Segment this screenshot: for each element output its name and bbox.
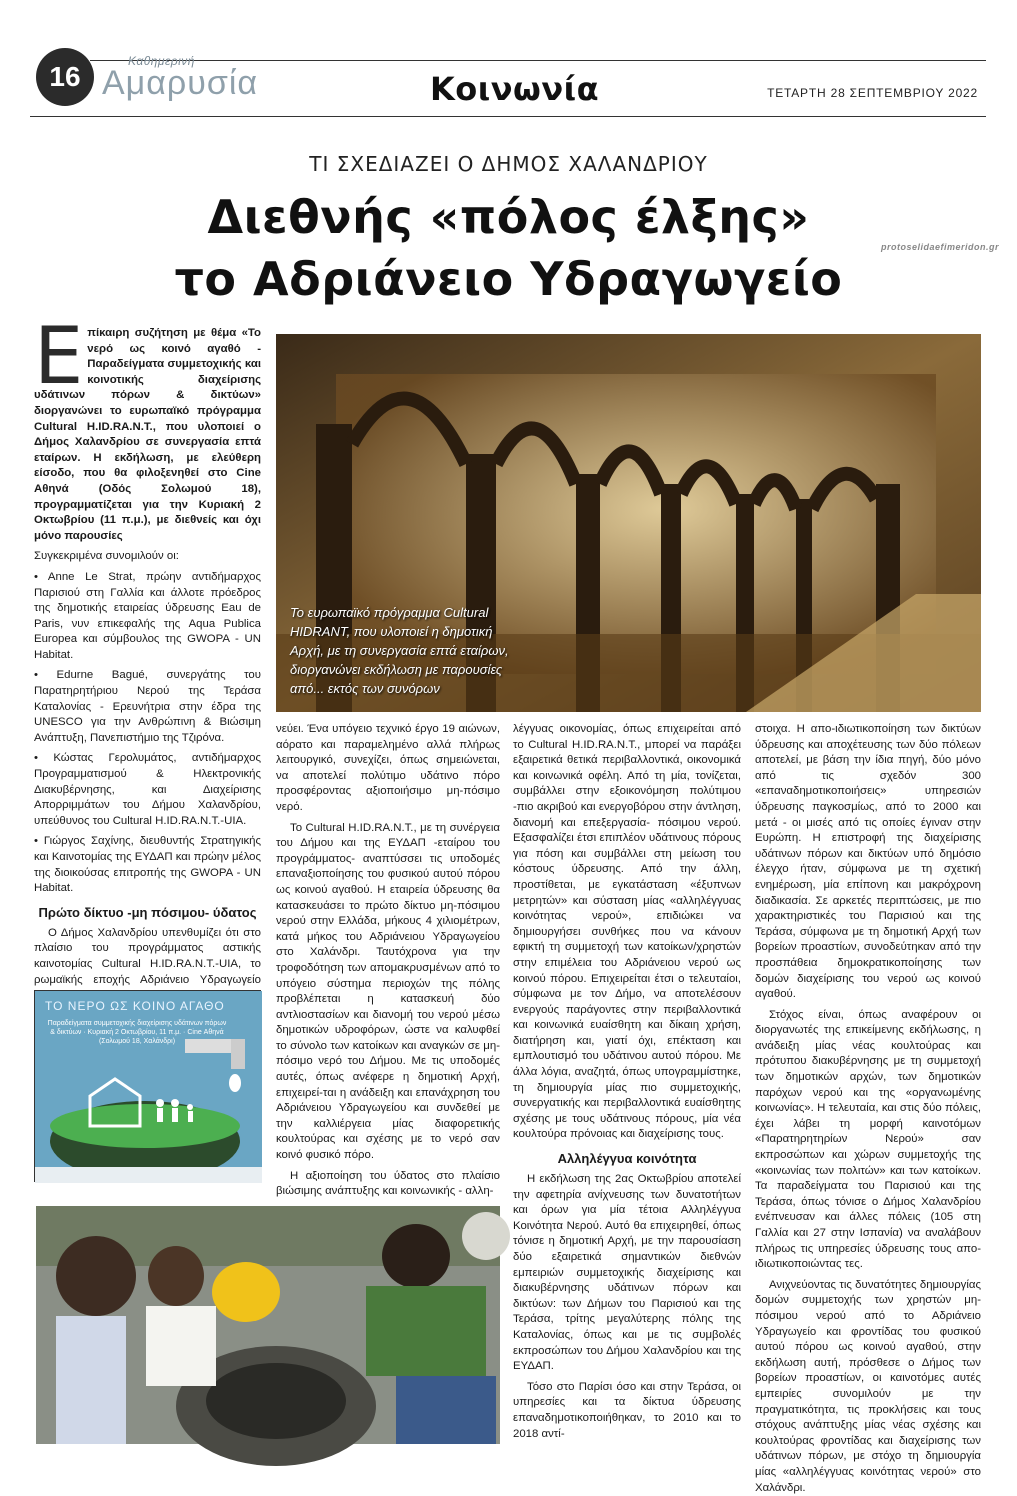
column-2 [276, 722, 500, 1198]
article-kicker: ΤΙ ΣΧΕΔΙΑΖΕΙ Ο ΔΗΜΟΣ ΧΑΛΑΝΔΡΙΟΥ [309, 152, 708, 176]
paragraph: Ο Δήμος Χαλανδρίου υπενθυμίζει ότι στο πλαίσιο του προγράμματος αστικής καινοτομίας Cultural H.ID.RA.N.T.-UIA, το ρωμαϊκής εποχής Αδριάνειο Υδραγωγείο [34, 926, 261, 986]
drop-cap: Ε [34, 312, 84, 402]
paragraph: Στόχος είναι, όπως αναφέρουν οι διοργανωτές της επικείμενης εκδήλωσης, η ανάδειξη μίας νέας κουλτούρας και πρότυπου διακυβέρνησης με τη συμμετοχή των δημοτικών αρχών, των δημοτικών παρόχων νερού και της «οργανωμένης κοινωνίας». Η τελευταία, και στις δύο πόλεις, έχει λάβει τη μορφή καινοτόμων «Παρατηρητηρίων Νερού» σαν εκπροσώπων και χώρων συμμετοχής της «κοινωνίας των πολιτών» και των κατοίκων. Τα παραδείγματα του Παρισιού και της Τεράσα, όπως τόνισε ο Δήμος Χαλανδρίου ενέπνευσαν και άλλες πόλεις (105 στη Γαλλία και 27 στην Ισπανία) να αναλάβουν πλήρως τις υπηρεσίες ύδρευσης τους απο-ιδιωτικοποιώντας τες. [755, 1008, 981, 1271]
brand-subtitle: Καθημερινή [128, 54, 195, 68]
section-title: Κοινωνία [430, 70, 600, 108]
page-header [30, 44, 986, 116]
brand-logo: Αμαρυσία [102, 64, 259, 102]
issue-date: ΤΕΤΑΡΤΗ 28 ΣΕΠΤΕΜΒΡΙΟΥ 2022 [767, 86, 978, 100]
aqueduct-photo [276, 334, 981, 712]
speakers-intro: Συγκεκριμένα συνομιλούν οι: [34, 550, 179, 563]
speaker-item: • Γιώργος Σαχίνης, διευθυντής Στρατηγικής και Καινοτομίας της ΕΥΔΑΠ και πρώην μέλος της διοικούσας επιτροπής της GWOPA - UN Habitat. [34, 835, 261, 895]
photo-caption: Το ευρωπαϊκό πρόγραμμα Cultural HIDRANT, που υλοποιεί η δημοτική Αρχή, με τη συνεργασία επτά εταίρων, διοργανώνει εκδήλωση με παρουσίες από... εκτός των συνόρων [290, 605, 509, 696]
paragraph: Το Cultural H.ID.RA.N.T., με τη συνέργεια του Δήμου και της ΕΥΔΑΠ -εταίρου του προγράμματος- αναπτύσσει τις υποδομές επαναξιοποίησης του φυσικού αυτού πόρου ως κοινού αγαθού. Η εταιρεία ύδρευσης θα κατασκευάσει το πρώτο δίκτυο μη-πόσιμου νερού στην Ελλάδα, μήκους 4 χιλιομέτρων, κατά μήκος του Αδριάνειου Υδραγωγείου στο Χαλάνδρι. Ταυτόχρονα για την τροφοδότηση των απομακρυσμένων από το υπόγειο σύστημα περιοχών της πόλης προβλέπεται η κατασκευή δύο αντλιοστασίων και διανομή του νερού μέσω δημοτικών υδροφόρων, ώστε να καλυφθεί το σύνολο των κατοίκων και αναγκών σε μη-πόσιμο νερό του Δήμου. Με τις υποδομές αυτές, όπως ανέφερε η δημοτική Αρχή, επιχειρεί-ται η ανάδειξη και επανάχρηση του Αδριάνειου Υδραγωγείου και συνδεθεί με την καλλιέργεια μίας διαφορετικής κουλτούρας και σχέσης με το νερό σαν κοινό φυσικό πόρο. [276, 821, 500, 1162]
headline-line-1: Διεθνής «πόλος έλξης» [207, 190, 810, 244]
header-rule-bottom [30, 116, 986, 117]
speaker-item: • Anne Le Strat, πρώην αντιδήμαρχος Παρισιού στη Γαλλία και άλλοτε πρόεδρος της δημοτικής εταιρείας ύδρευσης Eau de Paris, νυν επικεφαλής της Aqua Publica Europea και σύμβουλος της GWOPA - UN Habitat. [34, 570, 261, 661]
paragraph: Η αξιοποίηση του ύδατος στο πλαίσιο βιώσιμης ανάπτυξης και κοινωνικής - αλλη- [276, 1169, 500, 1198]
subhead-solidarity: Αλληλέγγυα κοινότητα [557, 1151, 697, 1167]
lead-paragraph [34, 312, 261, 544]
visitors-photo [36, 1206, 500, 1444]
paragraph: Ανιχνεύοντας τις δυνατότητες δημιουργίας δομών συμμετοχής των χρηστών μη-πόσιμου νερού από το Αδριάνειο Υδραγωγείο και φροντίδας του φυσικού αυτού πόρου ως κοινού αγαθού, στην εκδήλωση αυτή, πρόσθεσε ο Δήμος των βορείων προαστίων, οι καινοτόμες αυτές εμπειρίες συνομιλούν με την πραγματικότητα, τις προκλήσεις και τους στόχους ανάπτυξης μίας νέας σχέσης και κουλτούρας φροντίδας και διαχείρισης των υδάτινων πόρων, με στόχο τη δημιουργία μίας «αλληλέγγυας κοινότητας νερού» στο Χαλάνδρι. [755, 1278, 981, 1494]
paragraph: Η εκδήλωση της 2ας Οκτωβρίου αποτελεί την αφετηρία ανίχνευσης των δυνατοτήτων και όρων για μία τέτοια Αλληλέγγυα Κοινότητα Νερού. Αυτό θα επιχειρηθεί, όπως τόνισε η δημοτική Αρχή, με την παρουσίαση δύο εξαιρετικά σημαντικών διεθνών εμπειριών συμμετοχικής διαχείρισης και διακυβέρνησης υδάτινων πόρων και δικτύων: των Δήμων του Παρισιού και της Τεράσα, τρίτης μεγαλύτερης πόλης της Καταλονίας, όπως και με τις συμβολές εκπροσώπων του Δήμου Χαλανδρίου και της ΕΥΔΑΠ. [513, 1173, 741, 1373]
paragraph: νεύει. Ένα υπόγειο τεχνικό έργο 19 αιώνων, αόρατο και παραμελημένο αλλά πλήρως λειτουργικό, συνεχίζει, όπως σημειώνεται, να αποτελεί πολύτιμο υδάτινο πόρο προσφέροντας αξιοποιήσιμο μη-πόσιμο νερό. [276, 723, 500, 813]
column-3 [513, 722, 741, 1452]
column-1 [34, 312, 261, 986]
visitors-image [36, 1206, 500, 1444]
paragraph: στοιχα. Η απο-ιδιωτικοποίηση των δικτύων ύδρευσης και αποχέτευσης των δύο πόλεων αποτελεί, με βάση την ίδια πηγή, δύο μόνο από τις σχεδόν 300 «επαναδημοτικοποιήσεις» υπηρεσιών ύδρευσης παγκοσμίως, από το 2000 και μετά - οι μισές από τις οποίες έγιναν στην Ευρώπη. Η επιστροφή της διαχείρισης υδάτινων πόρων και δικτύων υπό δημόσιο έλεγχο ήταν, σύμφωνα με τη σχετική ενημέρωση, μία επίπονη και μακρόχρονη διαδικασία. Σε αρκετές περιπτώσεις, με πιο χαρακτηριστικές του Παρισιού και της Τεράσα, σύμφωνα με τη δημοτική Αρχή των βορείων προαστίων, συνοδεύτηκαν από την προσπάθεια δημοκρατικοποίησης των δομών διαχείρισης του νερού ως κοινού αγαθού. [755, 723, 981, 1001]
page-number: 16 [36, 48, 94, 106]
lead-text: πίκαιρη συζήτηση με θέμα «Το νερό ως κοινό αγαθό - Παραδείγματα συμμετοχικής και κοινοτικής διαχείρισης υδάτινων πόρων & δικτύων» διοργανώνει το ευρωπαϊκό πρόγραμμα Cultural H.ID.RA.N.T., που υλοποιεί ο Δήμος Χαλανδρίου σε συνεργασία επτά εταίρων. Η εκδήλωση, με ελεύθερη είσοδο, που θα φιλοξενηθεί στο Cine Αθηνά (Οδός Σολωμού 18), προγραμματίζεται για την Κυριακή 2 Οκτωβρίου (11 π.μ.), με διεθνείς και όχι μόνο παρουσίες [34, 327, 261, 542]
poster-title: ΤΟ ΝΕΡΟ ΩΣ ΚΟΙΝΟ ΑΓΑΘΟ [45, 999, 225, 1013]
header-rule-top [90, 60, 986, 61]
speaker-item: • Edurne Bagué, συνεργάτης του Παρατηρητήριου Νερού της Τεράσα Καταλονίας - Ερευνήτρια στην έδρα της UNESCO για την Ανθρώπινη & Βιώσιμη Ανάπτυξη, Πανεπιστήμιο της Τζιρόνα. [34, 669, 261, 744]
column-4 [755, 722, 981, 1494]
watermark: protoselidaefimeridon.gr [880, 242, 999, 252]
speaker-item: • Κώστας Γερολυμάτος, αντιδήμαρχος Προγραμματισμού & Ηλεκτρονικής Διακυβέρνησης, και Διαχείρισης Απορριμμάτων του Δήμου Χαλανδρίου, υπεύθυνος του Cultural H.ID.RA.N.T.-UIA. [34, 752, 261, 827]
paragraph: λέγγυας οικονομίας, όπως επιχειρείται από το Cultural H.ID.RA.N.T., μπορεί να παράξει εξαιρετικά θετικά περιβαλλοντικά, οικονομικά και κοινωνικά οφέλη. Από τη μία, τονίζεται, συμβάλλει στην εξοικονόμηση πολύτιμου -πιο ακριβού και ενεργοβόρου στην άντληση, διανομή και επεξεργασία- πόσιμου νερού. Εξασφαλίζει έτσι επιπλέον υδάτινους πόρους για πόση και συμβάλλει στη μείωση του κόστους ύδρευσης. Από την άλλη, προστίθεται, με εγκατάσταση «έξυπνων μετρητών» και σύσταση μίας «αλληλέγγυας κοινότητας νερού», επιδιώκει να δημιουργήσει συνθήκες που να κάνουν εφικτή τη συμμετοχή των κατοίκων/χρηστών στην επιμέλεια του Αδριάνειου νερού ως κοινού πόρου. Επιχειρείται έτσι ο τελευταίοι, σύμφωνα με τον Δήμο, να αποτελέσουν ενεργούς παράγοντες στην περιβαλλοντικά και κοινωνικά ευαίσθητη και δίκαιη χρήση, διατήρηση και, γιατί όχι, επέκταση και εμπλουτισμό του υδάτινου αυτού πόρου. Με άλλα λόγια, αναζητά, όπως υπογραμμίστηκε, τη δημιουργία μίας πιο συμμετοχικής, συνεργατικής και περιβαλλοντικά ευαίσθητης σχέσης με τους υδάτινους πόρους, μία νέα κουλτούρα πρόνοιας και διαχείρισης τους. [513, 723, 741, 1141]
paragraph: Τόσο στο Παρίσι όσο και στην Τεράσα, οι υπηρεσίες και τα δίκτυα ύδρευσης επαναδημοτικοποιήθηκαν, το 2010 και το 2018 αντί- [513, 1380, 741, 1440]
subhead-first-network: Πρώτο δίκτυο -μη πόσιμου- ύδατος [38, 904, 257, 920]
poster-subtitle: Παραδείγματα συμμετοχικής διαχείρισης υδάτινων πόρων & δικτύων · Κυριακή 2 Οκτωβρίου, 11 π.μ. · Cine Αθηνά (Σολωμού 18, Χαλάνδρι) [47, 1020, 227, 1045]
event-poster [34, 990, 261, 1182]
headline-line-2: το Αδριάνειο Υδραγωγείο [174, 252, 843, 306]
